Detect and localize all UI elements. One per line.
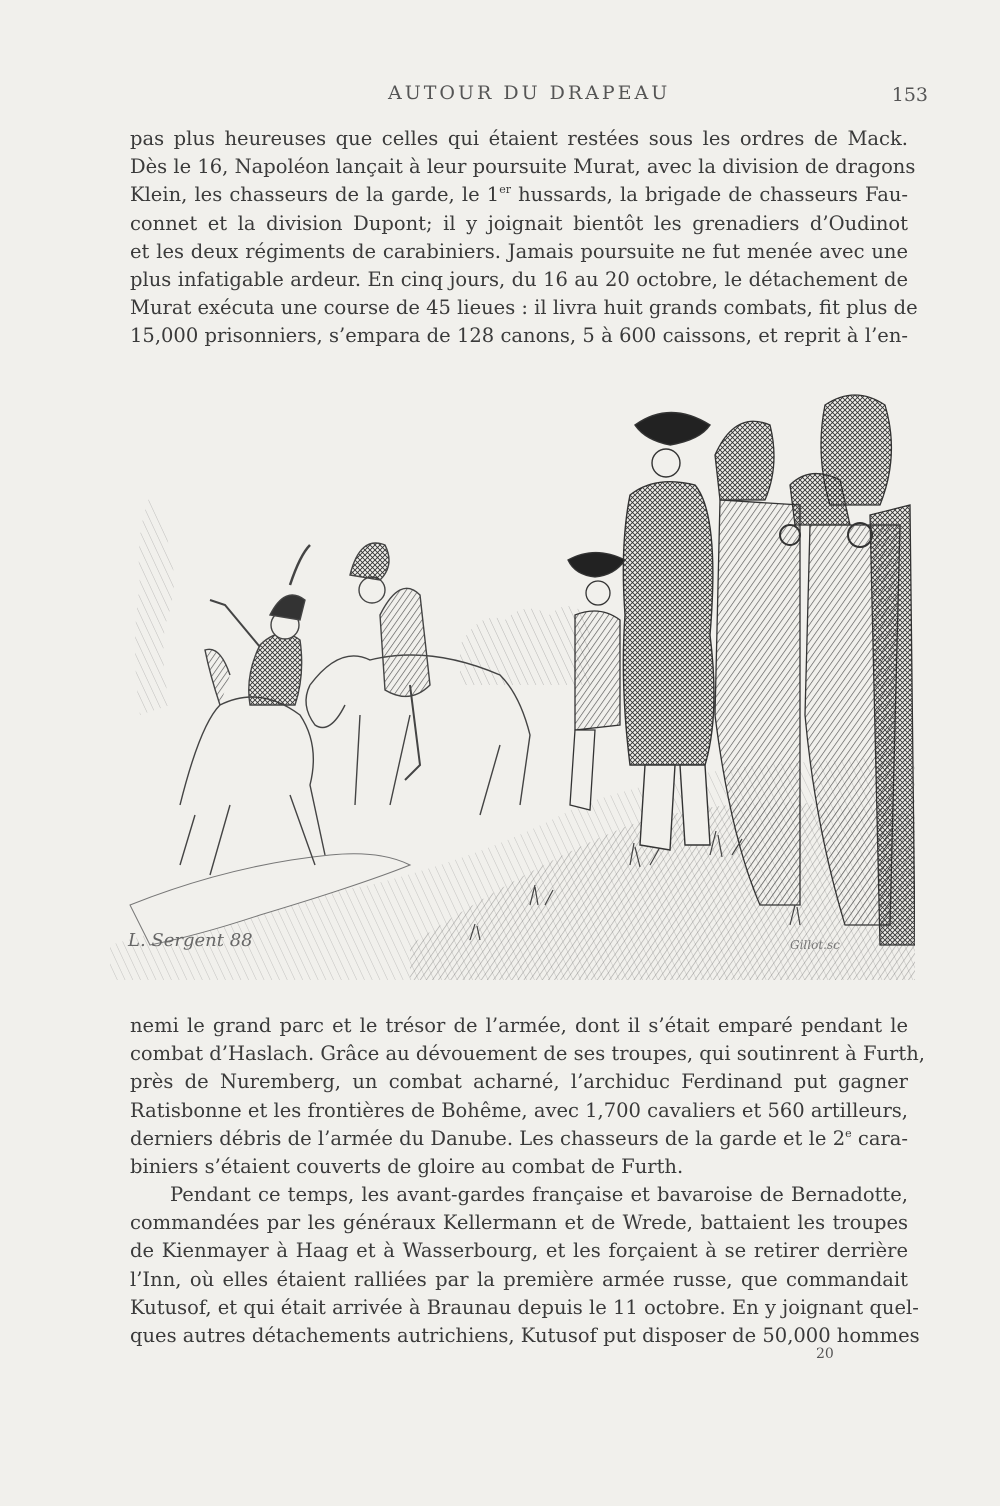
text-line: et les deux régiments de carabiniers. Jamais poursuite ne fut menée avec une [130, 239, 908, 263]
page-number: 153 [891, 84, 928, 106]
text-line: pas plus heureuses que celles qui étaient restées sous les ordres de Mack. [130, 127, 908, 150]
text-line: derniers débris de l’armée du Danube. Les chasseurs de la garde et le 2e cara- [130, 1126, 909, 1150]
text-line: Pendant ce temps, les avant-gardes française et bavaroise de Bernadotte, [170, 1183, 908, 1206]
paragraph-3 [130, 1181, 920, 1350]
paragraph-2 [130, 1012, 925, 1181]
paragraph-1 [130, 125, 918, 351]
text-line: connet et la division Dupont; il y joignait bientôt les grenadiers d’Oudinot [130, 211, 908, 235]
signature-mark: 20 [816, 1346, 834, 1362]
running-header [0, 82, 1000, 108]
text-line: plus infatigable ardeur. En cinq jours, du 16 au 20 octobre, le détachement de [130, 267, 908, 291]
artist-signature: L. Sergent 88 [128, 930, 253, 951]
text-line: ques autres détachements autrichiens, Kutusof put disposer de 50,000 hommes [130, 1323, 920, 1347]
text-line: l’Inn, où elles étaient ralliées par la première armée russe, que commandait [130, 1267, 908, 1291]
text-line: Ratisbonne et les frontières de Bohême, avec 1,700 cavaliers et 560 artilleurs, [130, 1098, 908, 1122]
text-line: nemi le grand parc et le trésor de l’armée, dont il s’était emparé pendant le [130, 1014, 908, 1037]
text-line: 15,000 prisonniers, s’empara de 128 canons, 5 à 600 caissons, et reprit à l’en- [130, 324, 908, 348]
text-line: près de Nuremberg, un combat acharné, l’archiduc Ferdinand put gagner [130, 1070, 908, 1094]
text-line: biniers s’étaient couverts de gloire au combat de Furth. [130, 1154, 684, 1178]
text-line: Dès le 16, Napoléon lançait à leur poursuite Murat, avec la division de dragons [130, 155, 916, 179]
text-line: commandées par les généraux Kellermann et de Wrede, battaient les troupes [130, 1211, 908, 1235]
text-line: combat d’Haslach. Grâce au dévouement de ses troupes, qui soutinrent à Furth, [130, 1042, 925, 1066]
text-line: de Kienmayer à Haag et à Wasserbourg, et les forçaient à se retirer derrière [130, 1239, 908, 1263]
running-title: AUTOUR DU DRAPEAU [388, 82, 671, 104]
engraver-signature: Gillot.sc [790, 938, 840, 952]
engraving-illustration [110, 385, 915, 980]
text-line: Kutusof, et qui était arrivée à Braunau depuis le 11 octobre. En y joignant quel- [130, 1295, 919, 1319]
text-line: Murat exécuta une course de 45 lieues : il livra huit grands combats, fit plus de [130, 296, 918, 320]
text-line: Klein, les chasseurs de la garde, le 1er hussards, la brigade de chasseurs Fau- [130, 183, 908, 207]
